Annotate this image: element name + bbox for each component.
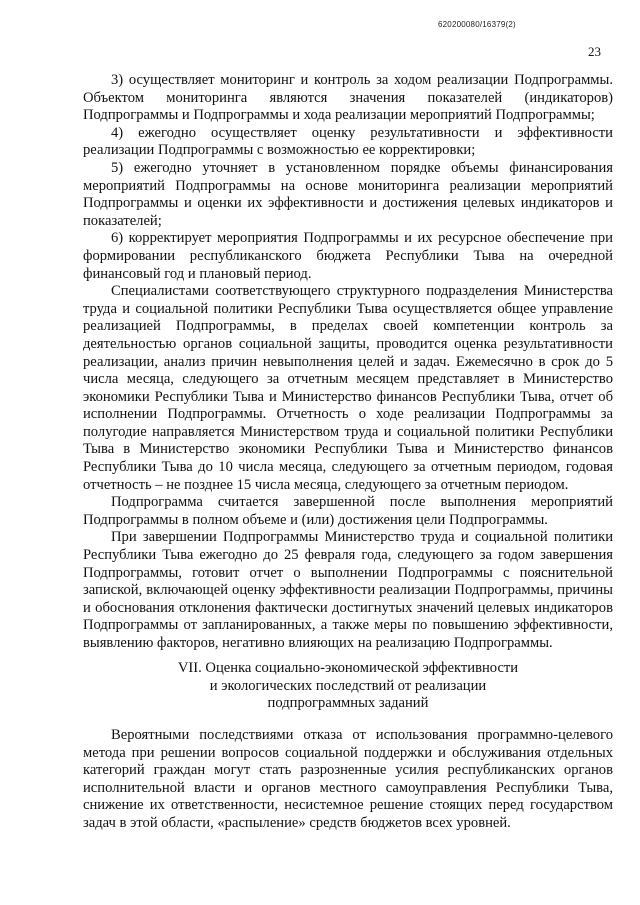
section-title-line-1: VII. Оценка социально-экономической эффективности xyxy=(177,660,519,676)
paragraph-report: При завершении Подпрограммы Министерство труда и социальной политики Республики Тыва ежегодно до 25 февраля года, следующего за годом завершения Подпрограммы, готовит отчет о выполнении Подпрограммы с пояснительной запиской, включающей оценку эффективности реализации Подпрограммы, причины и обоснования отклонения фактически достигнутых значений целевых индикаторов Подпрограммы от запланированных, а также меры по повышению эффективности, выявлению факторов, негативно влияющих на реализацию Подпрограммы. xyxy=(83,529,613,651)
paragraph-management: Специалистами соответствующего структурного подразделения Министерства труда и социальной политики Республики Тыва осуществляется общее управление реализацией Подпрограммы, в пределах своей компетенции контроль за деятельностью органов социальной защиты, проводится оценка результативности реализации, анализ причин невыполнения целей и задач. Ежемесячно в срок до 5 числа месяца, следующего за отчетным месяцем представляет в Министерство экономики Республики Тыва и Министерство финансов Республики Тыва, отчет об исполнении Подпрограммы. Отчетность о ходе реализации Подпрограммы за полугодие направляется Министерством труда и социальной политики Республики Тыва в Министерство экономики Республики Тыва и Министерство финансов Республики Тыва до 10 числа месяца, следующего за отчетным периодом, годовая отчетность – не позднее 15 числа месяца, следующего за отчетным периодом. xyxy=(83,283,613,493)
paragraph-item-4: 4) ежегодно осуществляет оценку результативности и эффективности реализации Подпрограммы с возможностью ее корректировки; xyxy=(83,124,613,159)
section-title-line-3: подпрограммных заданий xyxy=(267,695,429,712)
document-code: 620200080/16379(2) xyxy=(438,20,516,29)
paragraph-item-6: 6) корректирует мероприятия Подпрограммы и их ресурсное обеспечение при формировании республиканского бюджета Республики Тыва на очередной финансовый год и плановый период. xyxy=(83,230,613,282)
paragraph-consequences: Вероятными последствиями отказа от использования программно-целевого метода при решении вопросов социальной поддержки и обслуживания отдельных категорий граждан могут стать разрозненные усилия республиканских органов исполнительной власти и органов местного самоуправления Республики Тыва, снижение их ответственности, несистемное решение стоящих перед государством задач в этой области, «распыление» средств бюджетов всех уровней. xyxy=(83,727,613,831)
paragraph-item-5: 5) ежегодно уточняет в установленном порядке объемы финансирования мероприятий Подпрограммы на основе мониторинга реализации мероприятий Подпрограммы и оценки их эффективности и достижения целевых индикаторов и показателей; xyxy=(83,159,613,229)
section-title-line-2: и экологических последствий от реализации xyxy=(209,677,487,694)
body-text xyxy=(83,72,613,653)
page-number: 23 xyxy=(588,44,601,59)
paragraph-completion: Подпрограмма считается завершенной после выполнения мероприятий Подпрограммы в полном объеме и (или) достижения цели Подпрограммы. xyxy=(83,494,613,528)
paragraph-item-3: 3) осуществляет мониторинг и контроль за ходом реализации Подпрограммы. Объектом мониторинга являются значения показателей (индикаторов) Подпрограммы и Подпрограммы и хода реализации мероприятий Подпрограммы; xyxy=(83,72,613,124)
section-title xyxy=(83,660,613,713)
section-body xyxy=(83,727,613,833)
